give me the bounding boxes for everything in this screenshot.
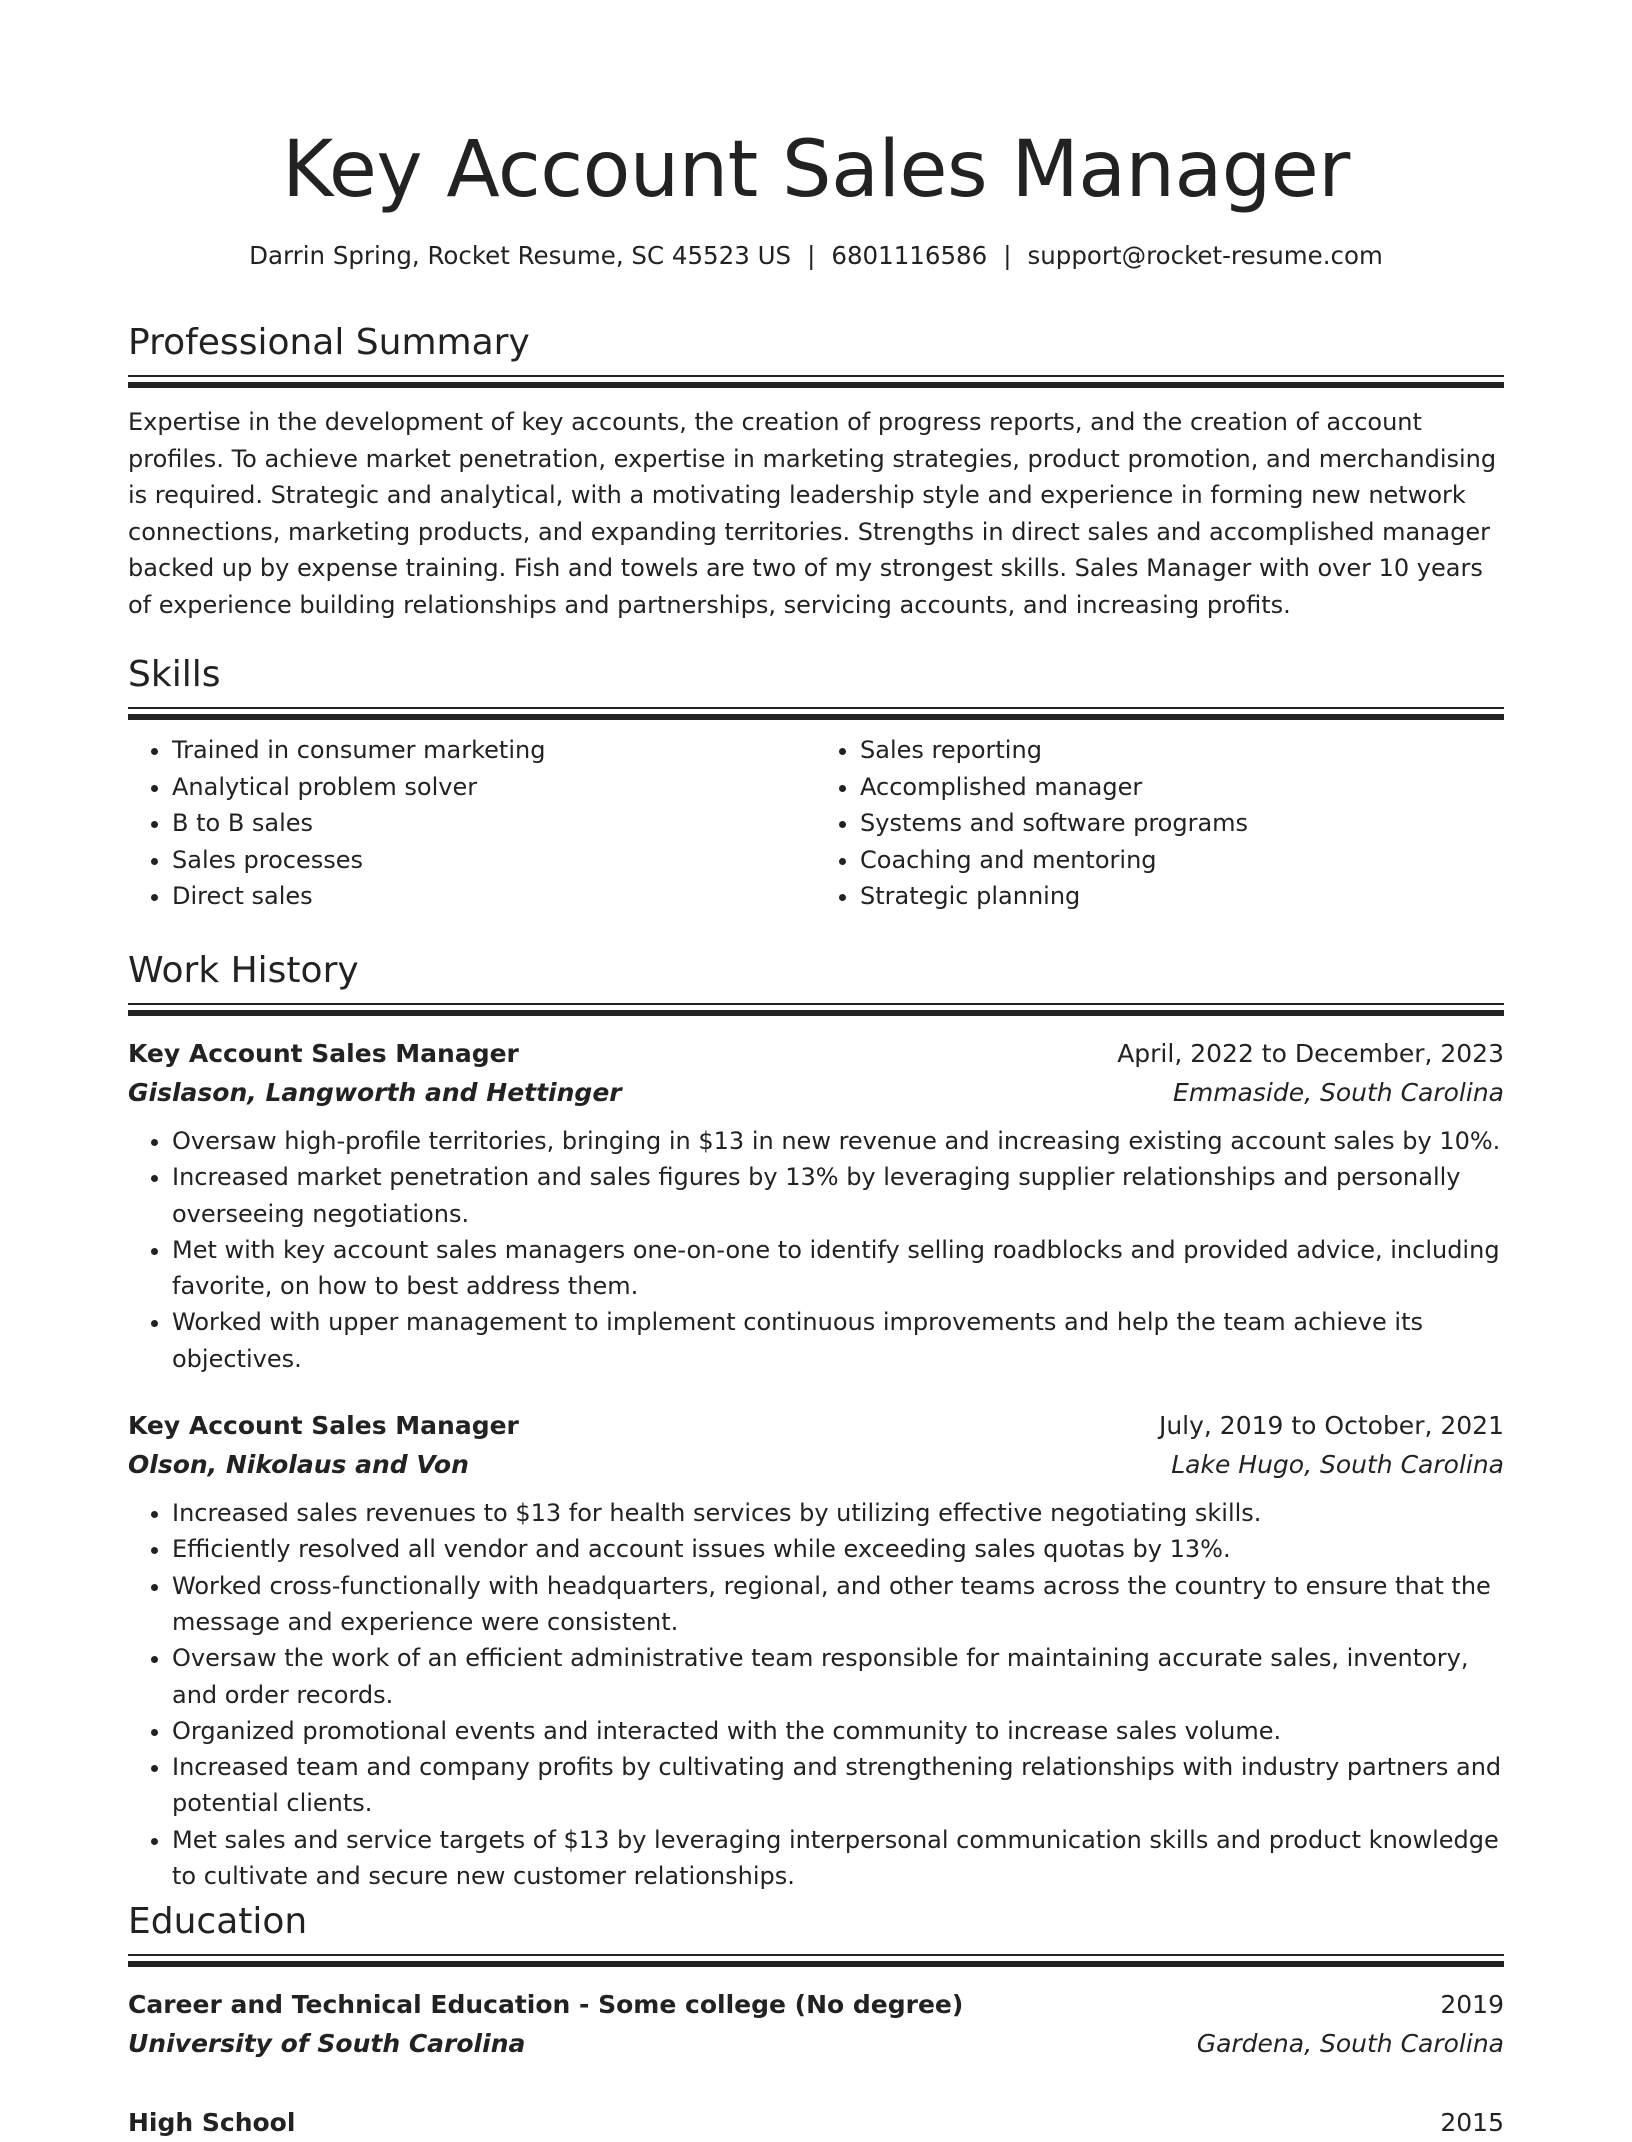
job-title: Key Account Sales Manager [128,1411,519,1441]
job-bullet: • Increased team and company profits by cultivating and strengthening relationships with industry partners and potential clients. [172,1749,1504,1822]
skill-item: • Sales processes [172,842,816,879]
job-location: Lake Hugo, South Carolina [1171,1450,1504,1480]
work-section [128,946,1504,1894]
job-bullet: • Met sales and service targets of $13 by leveraging interpersonal communication skills and product knowledge to cultivate and secure new customer relationships. [172,1822,1504,1895]
job-dates: July, 2019 to October, 2021 [1158,1411,1504,1441]
education-school-row [128,2024,1504,2063]
job-bullets [128,1123,1504,1377]
job-title: Key Account Sales Manager [128,1039,519,1068]
job-company: Gislason, Langworth and Hettinger [128,1078,622,1107]
education-header-row [128,2103,1504,2142]
work-heading: Work History [128,950,359,991]
contact-separator: | [1003,241,1012,270]
job-bullet: • Increased market penetration and sales figures by 13% by leveraging supplier relationships and personally overseeing negotiations. [172,1159,1504,1232]
job-bullet: • Increased sales revenues to $13 for health services by utilizing effective negotiating skills. [172,1495,1504,1531]
contact-address: Darrin Spring, Rocket Resume, SC 45523 US [249,241,792,270]
skill-item: • Accomplished manager [860,769,1504,806]
skill-item: • Systems and software programs [860,805,1504,842]
education-degree: Career and Technical Education - Some college (No degree) [128,1990,964,2019]
section-divider [128,375,1504,388]
contact-line [128,238,1504,274]
job-location: Emmaside, South Carolina [1173,1078,1504,1107]
contact-email: support@rocket-resume.com [1027,241,1383,270]
education-degree: High School [128,2108,296,2137]
education-year: 2015 [1440,2108,1504,2137]
section-divider [128,1954,1504,1967]
job-entry [128,1034,1504,1377]
skill-item: • Trained in consumer marketing [172,732,816,769]
skills-section [128,650,1504,915]
job-bullets [128,1495,1504,1894]
section-divider [128,707,1504,720]
education-year: 2019 [1440,1990,1504,2019]
skills-column-right [816,732,1504,915]
job-company: Olson, Nikolaus and Von [128,1450,469,1480]
job-dates: April, 2022 to December, 2023 [1117,1039,1504,1068]
education-header-row [128,1985,1504,2024]
skills-heading: Skills [128,654,221,695]
skill-item: • Analytical problem solver [172,769,816,806]
education-location: Gardena, South Carolina [1196,2029,1504,2058]
skill-item: • Direct sales [172,878,816,915]
skills-column-left [128,732,816,915]
skill-item: • Strategic planning [860,878,1504,915]
contact-separator: | [807,241,816,270]
resume-page [128,0,1504,2137]
job-bullet: • Worked with upper management to implement continuous improvements and help the team achieve its objectives. [172,1304,1504,1377]
job-bullet: • Oversaw the work of an efficient administrative team responsible for maintaining accurate sales, inventory, and order records. [172,1640,1504,1713]
job-bullet: • Worked cross-functionally with headquarters, regional, and other teams across the country to ensure that the message and experience were consistent. [172,1568,1504,1641]
education-entry [128,2103,1504,2142]
summary-section [128,318,1504,623]
skill-item: • Sales reporting [860,732,1504,769]
education-school: University of South Carolina [128,2029,526,2058]
job-company-row [128,1073,1504,1112]
contact-phone: 6801116586 [831,241,988,270]
education-section [128,1897,1504,2142]
skills-grid [128,732,1504,915]
section-divider [128,1003,1504,1016]
education-entry [128,1985,1504,2063]
skill-item: • B to B sales [172,805,816,842]
resume-title: Key Account Sales Manager [282,125,1350,215]
job-company-row [128,1445,1504,1484]
job-bullet: • Efficiently resolved all vendor and account issues while exceeding sales quotas by 13%. [172,1531,1504,1567]
job-bullet: • Organized promotional events and interacted with the community to increase sales volume. [172,1713,1504,1749]
job-bullet: • Met with key account sales managers one-on-one to identify selling roadblocks and provided advice, including favorite, on how to best address them. [172,1232,1504,1305]
summary-heading: Professional Summary [128,322,530,363]
job-entry [128,1406,1504,1894]
job-header-row [128,1034,1504,1073]
summary-text: Expertise in the development of key accounts, the creation of progress reports, and the creation of account profiles. To achieve market penetration, expertise in marketing strategies, product promotion, and merchandising is required. Strategic and analytical, with a motivating leadership style and experience in forming new network connections, marketing products, and expanding territories. Strengths in direct sales and accomplished manager backed up by expense training. Fish and towels are two of my strongest skills. Sales Manager with over 10 years of experience building relationships and partnerships, servicing accounts, and increasing profits. [128,408,1497,619]
education-heading: Education [128,1901,308,1942]
skill-item: • Coaching and mentoring [860,842,1504,879]
job-bullet: • Oversaw high-profile territories, bringing in $13 in new revenue and increasing existing account sales by 10%. [172,1123,1504,1159]
job-header-row [128,1406,1504,1445]
